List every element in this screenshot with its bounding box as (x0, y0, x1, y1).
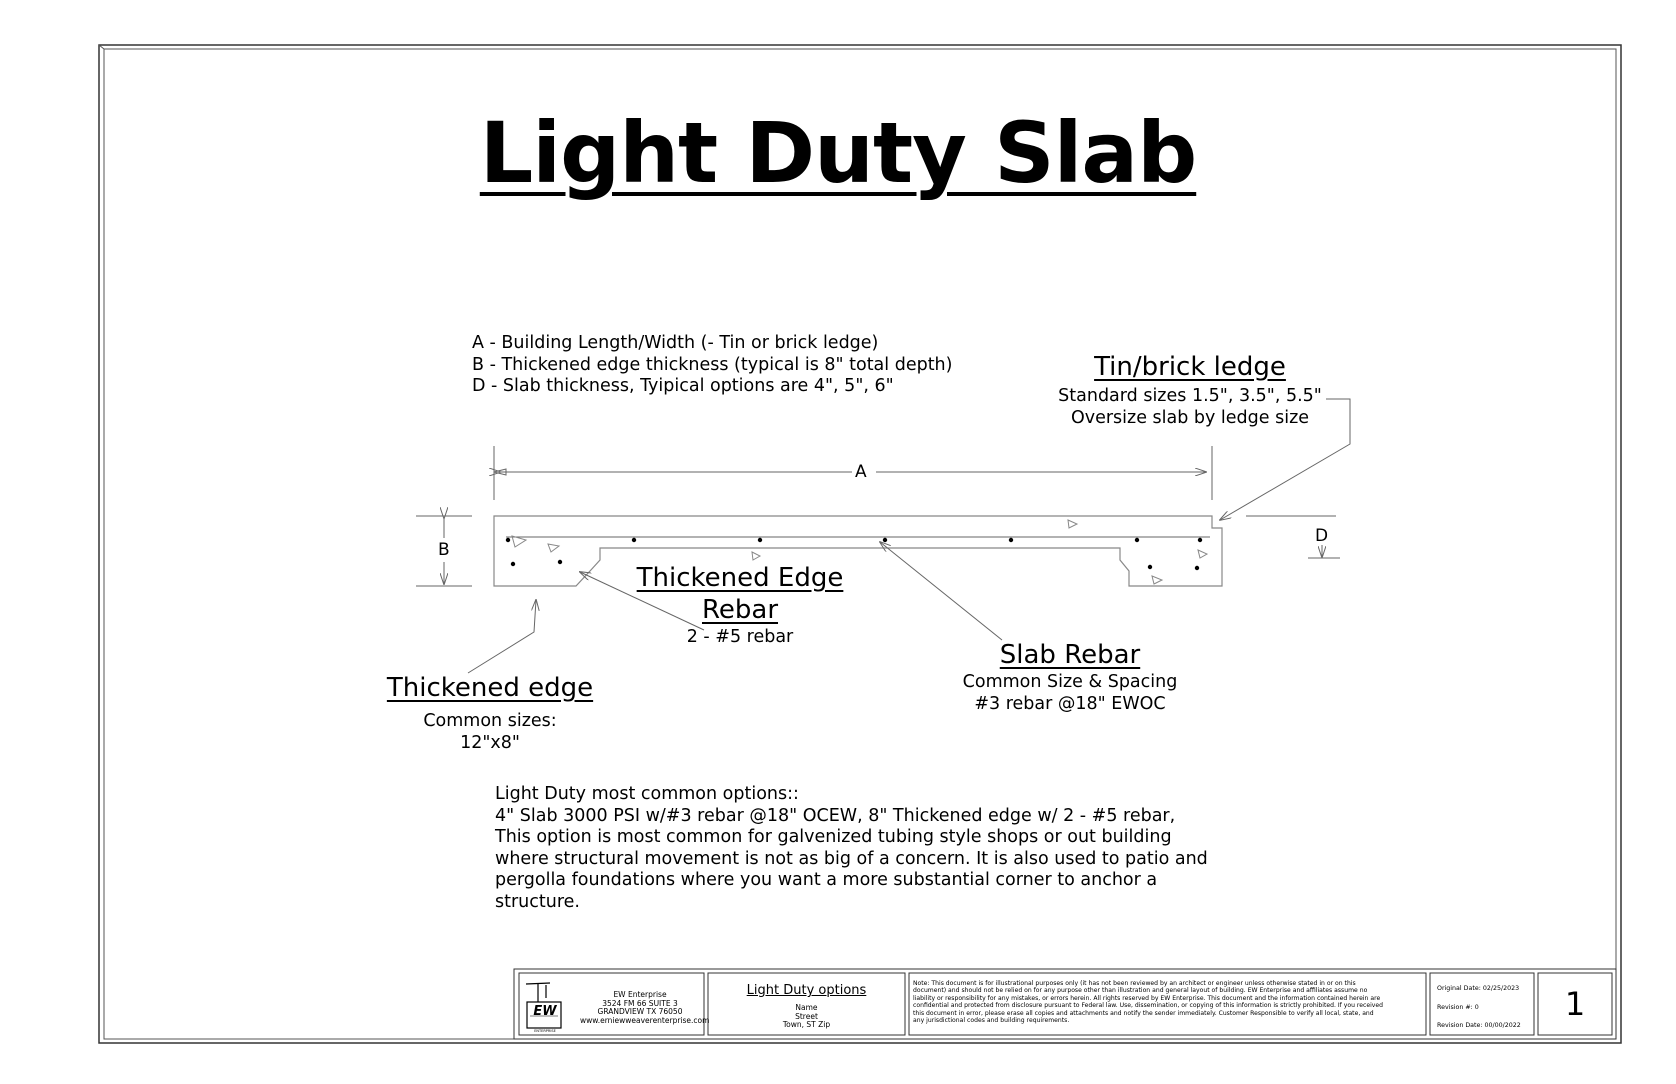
company-street: 3524 FM 66 SUITE 3 (602, 998, 678, 1008)
callout-ledge (1050, 352, 1330, 429)
company-info (580, 990, 710, 1025)
callout-ter-title-1: Thickened Edge (636, 563, 844, 593)
sheet-name: Light Duty options (746, 983, 867, 998)
disclaimer-note (913, 980, 1425, 1024)
dimension-label-b: B (438, 540, 450, 560)
callout-slab-rebar-line-2: #3 rebar @18" EWOC (974, 693, 1166, 714)
legend-item-d: D - Slab thickness, Tyipical options are 4", 5", 6" (472, 376, 894, 396)
original-date: Original Date: 02/25/2023 (1437, 985, 1520, 992)
dimension-a (494, 446, 1212, 500)
logo-text: EW (533, 1004, 557, 1019)
options-notes (495, 784, 1208, 914)
callout-slab-rebar-title: Slab Rebar (999, 640, 1141, 670)
callout-ledge-title: Tin/brick ledge (1094, 352, 1286, 382)
revision-date: Revision Date: 00/00/2022 (1437, 1022, 1521, 1029)
callout-thickened-edge-rebar (610, 563, 870, 649)
callout-ledge-line-1: Standard sizes 1.5", 3.5", 5.5" (1058, 386, 1322, 406)
sheet-number: 1 (1564, 985, 1586, 1023)
company-website: www.erniewweaverenterprise.com (580, 1015, 710, 1025)
notes-line: structure. (495, 891, 580, 912)
callout-thickened-edge-line-2: 12"x8" (460, 732, 520, 753)
disclaimer-line: document) and should not be relied on for any purpose other than illustration and general layout of building. EW Enterprise and affiliates assume no (913, 987, 1368, 995)
disclaimer-line: Note: This document is for illustrational purposes only (it has not been reviewed by an architect or engineer unless otherwise stated in or on this (913, 980, 1356, 987)
legend-item-a: A - Building Length/Width (- Tin or brick ledge) (472, 333, 879, 353)
page-title: Light Duty Slab (479, 104, 1197, 202)
notes-line: Light Duty most common options:: (495, 784, 799, 804)
client-name: Name (795, 1003, 818, 1012)
client-town: Town, ST Zip (782, 1020, 831, 1029)
company-name: EW Enterprise (613, 990, 667, 999)
logo-subtext: ENTERPRISE (534, 1029, 556, 1033)
legend-item-b: B - Thickened edge thickness (typical is 8" total depth) (472, 354, 953, 375)
notes-line: where structural movement is not as big of a concern. It is also used to patio and (495, 848, 1208, 869)
disclaimer-line: this document in error, please erase all copies and attachments and notify the sender immediately. Customer Responsible to verify all local, state, and (913, 1009, 1374, 1017)
callout-slab-rebar-line-1: Common Size & Spacing (962, 672, 1178, 692)
callout-thickened-edge-line-1: Common sizes: (423, 711, 557, 731)
dimension-legend (472, 333, 952, 398)
callout-ledge-line-2: Oversize slab by ledge size (1070, 407, 1310, 428)
disclaimer-line: confidential and protected from disclosure pursuant to Federal law. Use, dissemination, or copying of this information is strictly prohibited. If you received (913, 1002, 1384, 1010)
disclaimer-line: liability or responsibility for any mistakes, or errors herein. All rights reserved by EW Enterprise. This document and the information contained herein are (913, 994, 1381, 1002)
revision-number: Revision #: 0 (1437, 1004, 1479, 1011)
company-city: GRANDVIEW TX 76050 (597, 1007, 683, 1016)
callout-thickened-edge (365, 673, 615, 754)
dimension-label-a: A (855, 462, 867, 482)
callout-slab-rebar (940, 640, 1200, 715)
leader-lines (468, 399, 1350, 673)
callout-ter-title-2: Rebar (701, 595, 779, 625)
notes-line: pergolla foundations where you want a more substantial corner to anchor a (495, 870, 1158, 891)
notes-line: This option is most common for galvenized tubing style shops or out building (495, 827, 1172, 848)
callout-ter-line-1: 2 - #5 rebar (686, 627, 794, 647)
disclaimer-line: any jurisdictional codes and building requirements. (913, 1017, 1070, 1025)
client-street: Street (795, 1011, 818, 1021)
dimension-label-d: D (1315, 526, 1329, 546)
callout-thickened-edge-title: Thickened edge (386, 673, 594, 703)
client-address (708, 1004, 905, 1030)
notes-line: 4" Slab 3000 PSI w/#3 rebar @18" OCEW, 8" Thickened edge w/ 2 - #5 rebar, (495, 805, 1176, 826)
